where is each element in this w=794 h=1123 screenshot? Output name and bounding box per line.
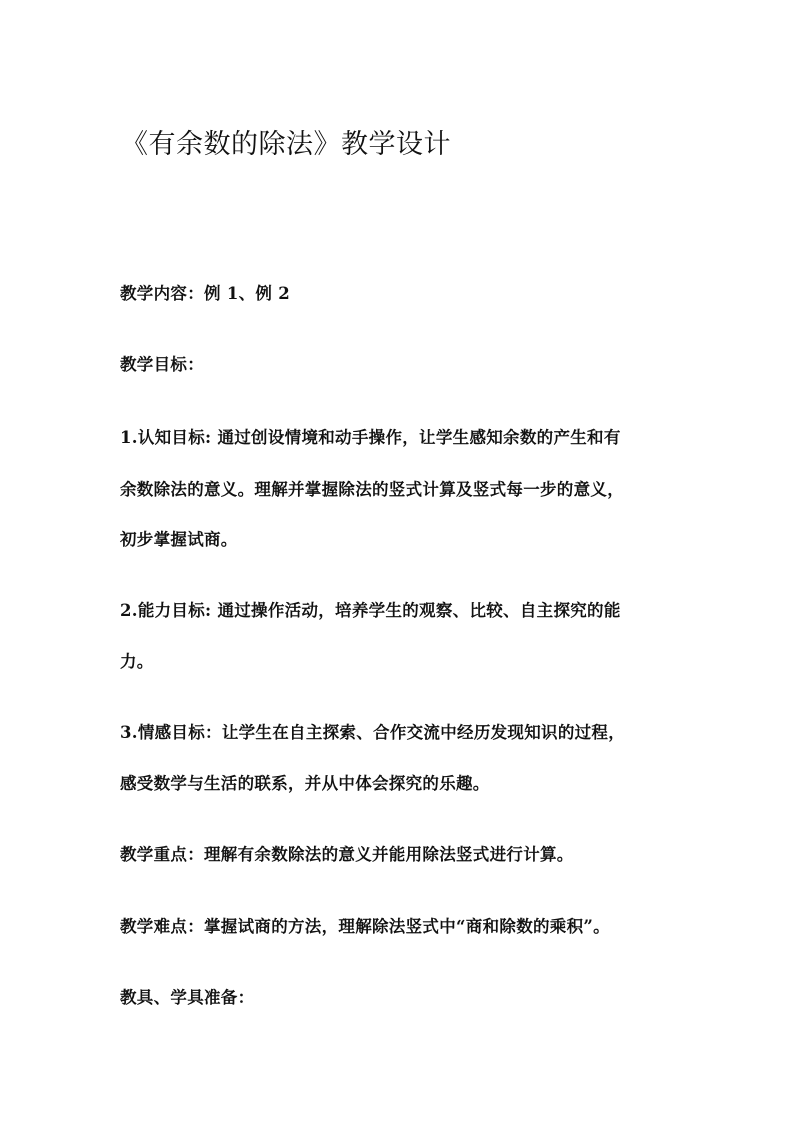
cognitive-goal-line-2: 余数除法的意义。理解并掌握除法的竖式计算及竖式每一步的意义， — [120, 480, 624, 499]
teaching-key-point: 教学重点：理解有余数除法的意义并能用除法竖式进行计算。 — [120, 845, 574, 864]
teaching-goals-heading: 教学目标： — [120, 355, 204, 374]
cognitive-goal-line-3: 初步掌握试商。 — [120, 530, 238, 549]
emotional-goal-line-2: 感受数学与生活的联系，并从中体会探究的乐趣。 — [120, 774, 490, 793]
cognitive-goal-line-1: 1.认知目标: 通过创设情境和动手操作，让学生感知余数的产生和有 — [120, 428, 621, 447]
teaching-content: 教学内容：例 1、例 2 — [120, 284, 291, 303]
materials-heading: 教具、学具准备： — [120, 988, 255, 1007]
ability-goal-line-1: 2.能力目标: 通过操作活动，培养学生的观察、比较、自主探究的能 — [120, 601, 621, 620]
teaching-difficulty: 教学难点：掌握试商的方法，理解除法竖式中“商和除数的乘积”。 — [120, 917, 610, 936]
emotional-goal-line-1: 3.情感目标：让学生在自主探索、合作交流中经历发现知识的过程， — [120, 723, 626, 742]
document-title: 《有余数的除法》教学设计 — [121, 129, 451, 160]
ability-goal-line-2: 力。 — [120, 652, 154, 671]
